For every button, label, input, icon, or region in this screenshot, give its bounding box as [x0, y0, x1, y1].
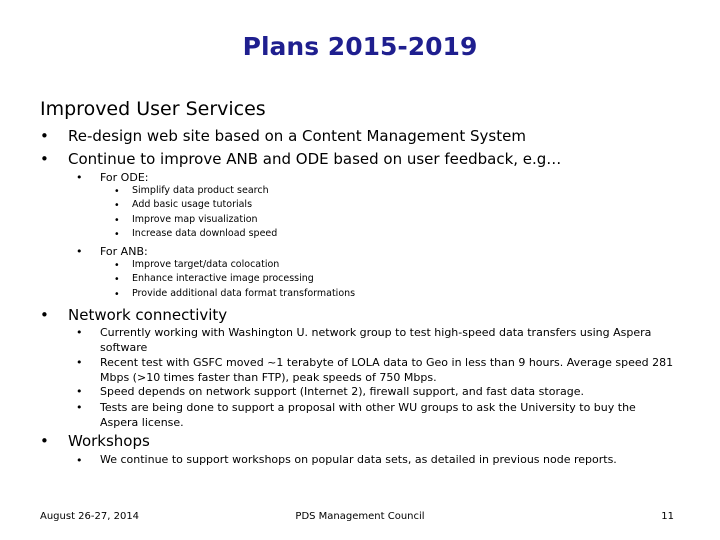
bullet: •: [114, 229, 120, 240]
bullet: •: [114, 260, 120, 271]
network-item: Currently working with Washington U. network group to test high-speed data transfers using Aspera software: [100, 326, 652, 354]
bullet-network: Network connectivity: [68, 306, 228, 324]
anb-item: Provide additional data format transformations: [132, 288, 356, 299]
bullet: •: [114, 186, 120, 197]
ode-item: Simplify data product search: [132, 185, 269, 196]
bullet: •: [76, 245, 83, 258]
bullet: •: [40, 306, 49, 324]
bullet: •: [114, 289, 120, 300]
bullet-cms: Re-design web site based on a Content Management System: [68, 127, 526, 145]
footer-council: PDS Management Council: [295, 511, 425, 522]
bullet: •: [76, 385, 83, 398]
bullet: •: [40, 150, 49, 168]
bullet: •: [40, 432, 49, 450]
anb-item: Improve target/data colocation: [132, 259, 280, 270]
section-heading: Improved User Services: [40, 98, 266, 120]
bullet: •: [114, 274, 120, 285]
network-item: Recent test with GSFC moved ~1 terabyte of LOLA data to Geo in less than 9 hours. Average speed 281 Mbps (>10 times faster than FTP), peak speeds of 750 Mbps.: [100, 356, 674, 384]
bullet: •: [114, 215, 120, 226]
bullet: •: [76, 171, 83, 184]
workshops-item: We continue to support workshops on popular data sets, as detailed in previous node reports.: [100, 453, 617, 466]
ode-item: Increase data download speed: [132, 228, 278, 239]
bullet-ode: For ODE:: [100, 171, 149, 184]
network-item: Tests are being done to support a proposal with other WU groups to ask the University to buy the Aspera license.: [100, 401, 636, 429]
ode-item: Improve map visualization: [132, 214, 258, 225]
network-item: Speed depends on network support (Internet 2), firewall support, and fast data storage.: [100, 385, 584, 398]
ode-item: Add basic usage tutorials: [132, 199, 253, 210]
anb-item: Enhance interactive image processing: [132, 273, 314, 284]
bullet: •: [76, 356, 83, 369]
footer-date: August 26-27, 2014: [40, 511, 140, 522]
bullet-anb: For ANB:: [100, 245, 148, 258]
bullet: •: [114, 200, 120, 211]
bullet: •: [76, 454, 83, 467]
bullet: •: [76, 326, 83, 339]
page-number: 11: [661, 511, 674, 522]
bullet-continue: Continue to improve ANB and ODE based on user feedback, e.g…: [68, 150, 562, 168]
bullet: •: [76, 401, 83, 414]
bullet-workshops: Workshops: [68, 432, 150, 450]
slide-title: Plans 2015-2019: [242, 32, 478, 61]
bullet: •: [40, 127, 49, 145]
